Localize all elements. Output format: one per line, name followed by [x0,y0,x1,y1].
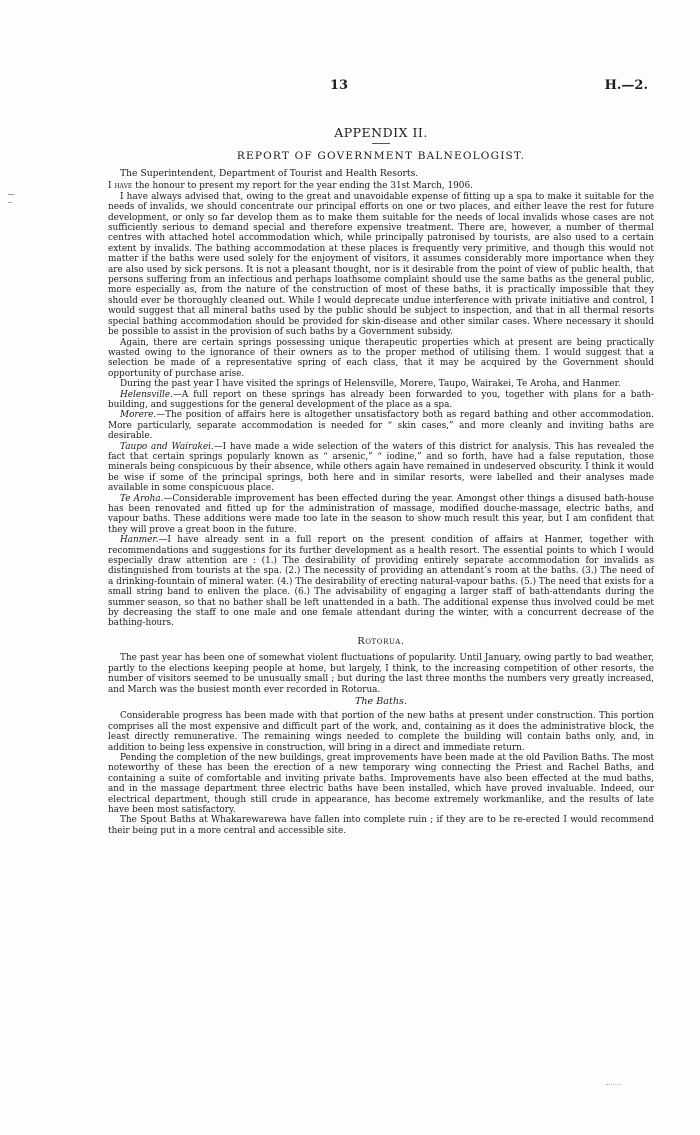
baths-paragraph: Considerable progress has been made with that portion of the new baths at present under construction. This portion comprises all the most expensive and difficult part of the work, and, containing as it does the administrative block, the least directly remunerative. The remaining wings needed to complete the building will contain baths only, and, in addition to being less expensive in construction, will bring in a direct and immediate return. [108,711,654,753]
place-paragraph-helensville [108,390,654,411]
place-name: Te Aroha. [120,493,164,504]
section-heading-rotorua: Rotorua. [357,635,405,647]
place-text: —The position of affairs here is altogether unsatisfactory both as regard bathing and other accommodation. More particularly, separate accommodation is needed for “ skin cases,” and more cleanly and inviting baths are desirable. [108,410,654,442]
place-paragraph-taupo [108,442,654,494]
rotorua-intro-paragraph: The past year has been one of somewhat violent fluctuations of popularity. Until January, owing partly to bad weather, partly to the elections keeping people at home, but largely, I think, to the increasing competition of other resorts, the number of visitors seemed to be unusually small ; but during the last three months the numbers very greatly increased, and March was the busiest month ever recorded in Rotorua. [108,653,654,695]
place-name: Morere. [120,410,157,421]
place-paragraph-hanmer [108,535,654,629]
document-code: H.—2. [604,78,648,93]
place-text: —I have made a wide selection of the waters of this district for analysis. This has revealed the fact that certain springs popularly known as “ arsenic,” “ iodine,” and so forth, have had a false reputation, those minerals being conspicuous by their absence, while others again have remained in undeserved obscurity. I think it would be wise if some of the principal springs, both here and in similar resorts, were labelled and their analyses made available in some conspicuous place. [108,441,655,494]
place-name: Helensville. [120,389,173,400]
intro-lead: I have [108,181,133,192]
margin-mark [8,202,12,203]
place-paragraph-te-aroha [108,494,654,536]
body-paragraph: During the past year I have visited the springs of Helensville, Morere, Taupo, Wairakei, Te Aroha, and Hanmer. [120,379,621,390]
intro-text: the honour to present my report for the year ending the 31st March, 1906. [132,181,473,192]
place-text: —I have already sent in a full report on the present condition of affairs at Hanmer, together with recommendations and suggestions for its further development as a health resort. The essential points to which I would especially draw attention are : (1.) The desirability of providing entirely separate accommodation for invalids as distinguished from tourists at the spa. (2.) The necessity of providing an attendant’s room at the baths. (3.) The need of a drinking-fountain of mineral water. (4.) The desirability of erecting natural-vapour baths. (5.) The need that exists for a small string band to enliven the place. (6.) The advisability of engaging a larger staff of bath-attendants during the summer season, so that no bather shall be left unattended in a bath. The additional expense thus involved could be met by decreasing the staff to one male and one female attendant during the winter, with a concurrent decrease of the bathing-hours. [108,535,654,629]
subsection-heading-baths: The Baths. [354,695,408,707]
appendix-title: APPENDIX II. [334,125,428,140]
place-text: —A full report on these springs has already been forwarded to you, together with plans for a bath-building, and suggestions for the general development of the place as a spa. [108,389,654,410]
addressee: The Superintendent, Department of Tourist and Health Resorts. [120,168,419,179]
baths-paragraph: Pending the completion of the new buildings, great improvements have been made at the old Pavilion Baths. The most noteworthy of these has been the erection of a new temporary wing connecting the Priest and Rachel Baths, and containing a suite of comfortable and inviting private baths. Improvements have also been effected at the mud baths, and in the massage department three electric baths have been installed, which have proved invaluable. Indeed, our electrical department, though still crude in appearance, has become extremely workmanlike, and the results of late have been most satisfactory. [108,752,654,815]
body-paragraph: Again, there are certain springs possessing unique therapeutic properties which at present are being practically wasted owing to the ignorance of their owners as to the proper method of utilising them. I would suggest that a selection be made of a representative spring of each class, that it may be acquired by the Government should opportunity of purchase arise. [108,337,654,379]
title-rule [372,143,390,144]
place-name: Taupo and Wairakei. [120,441,214,452]
body-paragraph: I have always advised that, owing to the great and unavoidable expense of fitting up a spa to make it suitable for the needs of invalids, we should concentrate our principal efforts on one or two places, and either leave the rest for future development, or only so far develop them as to make them suitable for the needs of local invalids whose cases are not sufficiently serious to demand special and therefore expensive treatment. There are, however, a number of thermal centres with attached hotel accommodation which, while principally patronised by tourists, are also used to a certain extent by invalids. The bathing accommodation at these places is frequently very primitive, and though this would not matter if the baths were used solely for the enjoyment of visitors, it assumes considerably more importance when they are also used by sick persons. It is not a pleasant thought, nor is it desirable from the point of view of public health, that persons suffering from an infectious and perhaps loathsome complaint should use the same baths as the general public, more especially as, from the nature of the construction of most of these baths, it is practically impossible that they should ever be thoroughly cleaned out. While I would deprecate undue interference with private initiative and control, I would suggest that all mineral baths used by the public should be subject to inspection, and that in all thermal resorts special bathing accommodation should be provided for skin-disease and other similar cases. Where necessary it should be possible to assist in the provision of such baths by a Government subsidy. [108,191,654,338]
place-text: —Considerable improvement has been effected during the year. Amongst other things a disused bath-house has been renovated and fitted up for the administration of massage, modified douche-massage, electric baths, and vapour baths. These additions were made too late in the season to show much result this year, but I am confident that they will prove a great boon in the future. [108,493,654,535]
intro-paragraph [108,181,654,191]
place-name: Hanmer. [120,535,159,546]
footer-mark [606,1084,620,1085]
place-paragraph-morere [108,410,654,441]
page-number: 13 [330,78,349,93]
margin-mark [8,194,14,195]
page-header [0,78,700,98]
baths-paragraph: The Spout Baths at Whakarewarewa have fallen into complete ruin ; if they are to be re-erected I would recommend their being put in a more central and accessible site. [108,815,654,836]
page-content [108,125,654,836]
report-title: REPORT OF GOVERNMENT BALNEOLOGIST. [236,150,526,162]
